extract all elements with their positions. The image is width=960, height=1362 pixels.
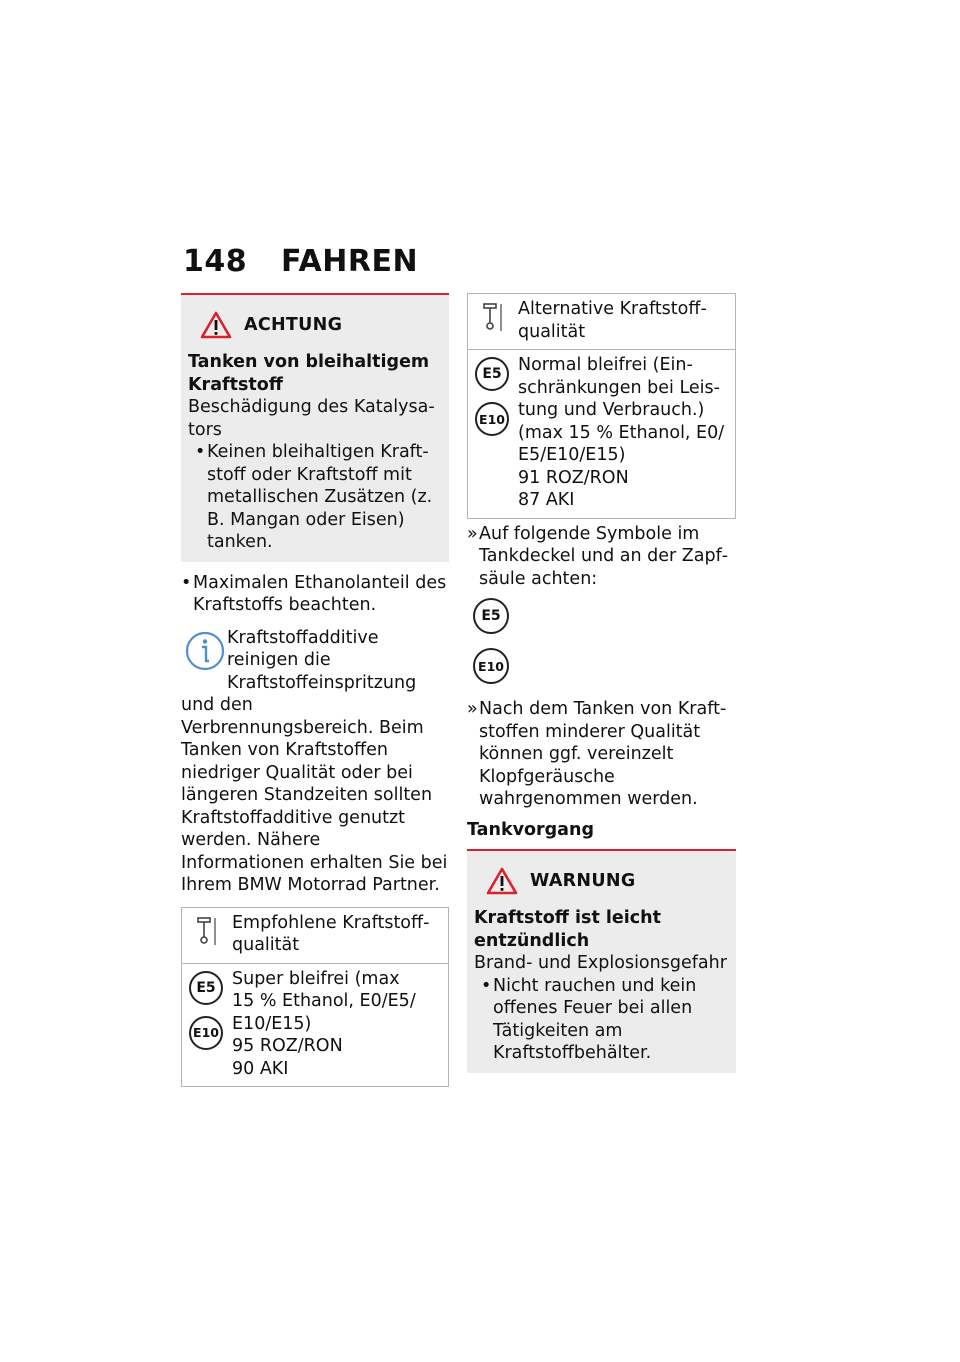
warning-header [474, 867, 729, 895]
fuel-pump-icon [480, 301, 504, 333]
alternative-fuel-table [467, 293, 736, 519]
page-header [183, 244, 418, 279]
fuel-table-header: Alternative Kraftstoffqualität [518, 299, 707, 342]
warning-title: Kraftstoff ist leicht entzündlich [474, 908, 661, 951]
warning-label: WARNUNG [530, 871, 636, 891]
fuel-spec-line: Normal bleifrei (Einschränkungen bei Leistung und Verbrauch.) [518, 355, 720, 420]
fuel-spec-line: 90 AKI [232, 1058, 289, 1079]
fuel-spec-line: 95 ROZ/RON [232, 1036, 343, 1056]
fuel-spec-line: E5/E10/E15) [518, 445, 626, 465]
info-note [181, 627, 449, 897]
e10-badge-icon: E10 [475, 402, 509, 436]
info-icon [181, 629, 225, 675]
caution-title: Tanken von bleihaltigem Kraftstoff [188, 352, 430, 395]
recommended-fuel-table [181, 907, 449, 1088]
section-heading-tankvorgang: Tankvorgang [467, 819, 594, 840]
fuel-table-body-row [182, 963, 448, 1087]
page-number: 148 [183, 244, 248, 279]
fuel-table-header-row [468, 294, 735, 349]
right-column [467, 293, 736, 1073]
caution-bullet: • Keinen bleihaltigen Kraftstoff oder Kraftstoff mit metallischen Zusätzen (z. B. Mangan oder Eisen) tanken. [188, 441, 442, 554]
fuel-spec-line: Super bleifrei (max [232, 968, 400, 989]
fuel-table-header: Empfohlene Kraftstoffqualität [232, 912, 430, 955]
fuel-spec-line: 91 ROZ/RON [518, 467, 629, 488]
fuel-spec-line: (max 15 % Ethanol, E0/ [518, 422, 725, 443]
caution-text: Beschädigung des Katalysators [188, 397, 435, 440]
e10-badge-icon: E10 [189, 1016, 223, 1050]
left-column [181, 293, 449, 1087]
warning-bullet: • Nicht rauchen und kein offenes Feuer bei allen Tätigkeiten am Kraftstoffbehälter. [474, 975, 729, 1065]
e10-badge-icon: E10 [473, 648, 509, 684]
warning-box [467, 849, 736, 1073]
fuel-table-header-row [182, 908, 448, 963]
fuel-pump-icon [194, 915, 218, 947]
e5-badge-icon: E5 [473, 598, 509, 634]
fuel-table-body-row [468, 349, 735, 518]
caution-box [181, 293, 449, 562]
fuel-spec [230, 964, 448, 1087]
fuel-spec-line: 15 % Ethanol, E0/E5/ [232, 991, 416, 1011]
fuel-spec-line: 87 AKI [518, 490, 575, 510]
step-knocking-note: » Nach dem Tanken von Kraftstoffen minderer Qualität können ggf. vereinzelt Klopfgeräusche wahrgenommen werden. [467, 698, 736, 811]
step-check-symbols: » Auf folgende Symbole im Tankdeckel und an der Zapfsäule achten: [467, 523, 736, 591]
chapter-title: FAHREN [281, 244, 419, 279]
warning-triangle-icon [486, 867, 518, 895]
e5-badge-icon: E5 [475, 357, 509, 391]
e5-badge-icon: E5 [189, 971, 223, 1005]
warning-text: Brand- und Explosionsgefahr [474, 953, 727, 973]
caution-header [188, 311, 442, 339]
caution-label: ACHTUNG [244, 315, 343, 335]
warning-triangle-icon [200, 311, 232, 339]
fuel-spec-line: E10/E15) [232, 1013, 312, 1034]
info-text: Kraftstoffadditive reinigen die Kraftstoffeinspritzung und den Verbrennungsbereich. Beim Tanken von Kraftstoffen niedriger Qualität oder bei längeren Standzeiten sollten Kraftstoffadditive genutzt werden. Nähere Informationen erhalten Sie bei Ihrem BMW Motorrad Partner. [181, 627, 448, 895]
fuel-spec [516, 350, 735, 518]
step-ethanol: • Maximalen Ethanolanteil des Kraftstoffs beachten. [181, 572, 449, 617]
